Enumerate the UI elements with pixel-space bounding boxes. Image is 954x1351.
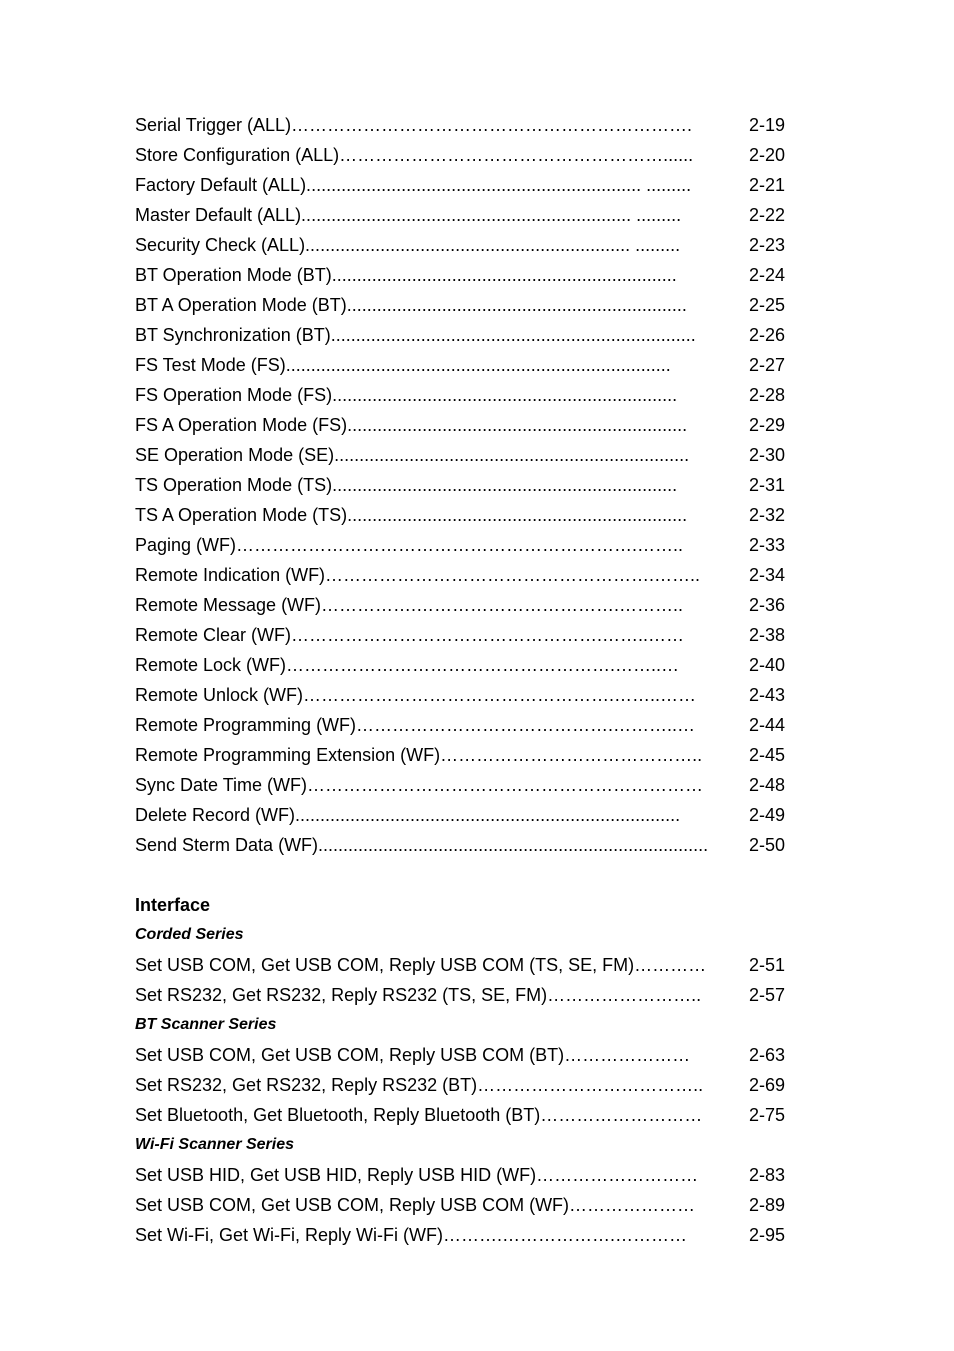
toc-entry-page-number: 2-21 [749, 175, 786, 195]
section-heading-text: Interface [135, 895, 211, 915]
toc-entry-label: Paging (WF)………………………………………………………….…….. [135, 535, 684, 555]
toc-entry-label: Set USB COM, Get USB COM, Reply USB COM (TS, SE, FM)………… [135, 955, 707, 975]
toc-entry-label: SE Operation Mode (SE)....................................................................... [135, 445, 690, 465]
toc-entry-page-number: 2-19 [749, 115, 786, 135]
toc-entry-page-number: 2-95 [749, 1225, 786, 1245]
toc-entry-page-number: 2-25 [749, 295, 786, 315]
toc-entry-label: TS A Operation Mode (TS).................................................................... [135, 505, 688, 525]
toc-entry-label: Set Bluetooth, Get Bluetooth, Reply Bluetooth (BT)……………………… [135, 1105, 703, 1125]
toc-entry[interactable] [0, 590, 954, 620]
toc-entry-page-number: 2-89 [749, 1195, 786, 1215]
toc-entry[interactable] [0, 1220, 954, 1250]
toc-entry[interactable] [0, 260, 954, 290]
section-heading-interface [0, 890, 954, 920]
toc-entry-page-number: 2-51 [749, 955, 786, 975]
toc-subheading-text: Corded Series [135, 926, 244, 943]
toc-entry[interactable] [0, 1070, 954, 1100]
toc-entry-page-number: 2-49 [749, 805, 786, 825]
toc-entry-label: Remote Programming (WF)…………………………………….………..… [135, 715, 696, 735]
toc-entry[interactable] [0, 1040, 954, 1070]
toc-entry[interactable] [0, 1160, 954, 1190]
toc-entry[interactable] [0, 200, 954, 230]
toc-entry-page-number: 2-29 [749, 415, 786, 435]
toc-entry-label: Remote Lock (WF)……………………………………………….……..… [135, 655, 680, 675]
toc-subheading [0, 1130, 954, 1160]
toc-entry[interactable] [0, 650, 954, 680]
toc-entry-label: FS A Operation Mode (FS).................................................................... [135, 415, 688, 435]
toc-entry-label: Set RS232, Get RS232, Reply RS232 (BT)……………………………….. [135, 1075, 704, 1095]
toc-section-interface [0, 920, 954, 1250]
toc-entry[interactable] [0, 230, 954, 260]
toc-entry[interactable] [0, 740, 954, 770]
toc-entry[interactable] [0, 140, 954, 170]
toc-entry[interactable] [0, 530, 954, 560]
toc-entry-label: Remote Message (WF)…………….…………………………….……….. [135, 595, 684, 615]
toc-entry-label: Sync Date Time (WF)………………………………………………………… [135, 775, 704, 795]
toc-entry-page-number: 2-20 [749, 145, 786, 165]
toc-entry-label: Master Default (ALL).................................................................. ......... [135, 205, 682, 225]
toc-entry[interactable] [0, 980, 954, 1010]
toc-entry-label: FS Operation Mode (FS)..................................................................... [135, 385, 678, 405]
toc-entry-label: FS Test Mode (FS)............................................................................. [135, 355, 671, 375]
toc-entry[interactable] [0, 560, 954, 590]
toc-subheading [0, 920, 954, 950]
toc-entry-page-number: 2-63 [749, 1045, 786, 1065]
toc-entry-label: BT A Operation Mode (BT).................................................................... [135, 295, 687, 315]
toc-entry[interactable] [0, 290, 954, 320]
toc-entry-page-number: 2-34 [749, 565, 786, 585]
toc-entry-page-number: 2-26 [749, 325, 786, 345]
toc-entry-page-number: 2-44 [749, 715, 786, 735]
toc-entry-label: Remote Clear (WF)…………………………………………….……..…… [135, 625, 685, 645]
toc-entry[interactable] [0, 620, 954, 650]
toc-entry[interactable] [0, 830, 954, 860]
toc-entry-label: Serial Trigger (ALL)…………………………………………………………. [135, 115, 693, 135]
toc-entry-page-number: 2-24 [749, 265, 786, 285]
toc-entry-page-number: 2-22 [749, 205, 786, 225]
toc-entry-label: TS Operation Mode (TS)..................................................................... [135, 475, 678, 495]
toc-entry-page-number: 2-69 [749, 1075, 786, 1095]
toc-entry[interactable] [0, 410, 954, 440]
toc-entry[interactable] [0, 770, 954, 800]
toc-entry-page-number: 2-33 [749, 535, 786, 555]
toc-entry-label: Security Check (ALL)................................................................. ......... [135, 235, 681, 255]
toc-entry-label: Set USB COM, Get USB COM, Reply USB COM (BT)………………… [135, 1045, 691, 1065]
toc-entry-label: Remote Indication (WF)……………………………………………….…….. [135, 565, 701, 585]
toc-entry[interactable] [0, 1100, 954, 1130]
toc-entry-page-number: 2-38 [749, 625, 786, 645]
toc-entry-page-number: 2-32 [749, 505, 786, 525]
toc-entry-page-number: 2-40 [749, 655, 786, 675]
toc-entry[interactable] [0, 350, 954, 380]
toc-entry-page-number: 2-43 [749, 685, 786, 705]
toc-entry-label: BT Operation Mode (BT)..................................................................... [135, 265, 677, 285]
toc-subheading-text: Wi-Fi Scanner Series [135, 1136, 295, 1153]
toc-entry[interactable] [0, 500, 954, 530]
toc-entry-page-number: 2-48 [749, 775, 786, 795]
toc-entry-label: Store Configuration (ALL)………………………………………………...... [135, 145, 694, 165]
toc-entry[interactable] [0, 170, 954, 200]
toc-entry-page-number: 2-50 [749, 835, 786, 855]
toc-entry-label: Remote Programming Extension (WF)…………………………………….. [135, 745, 703, 765]
toc-entry[interactable] [0, 440, 954, 470]
toc-entry-page-number: 2-23 [749, 235, 786, 255]
toc-entry-label: Send Sterm Data (WF).............................................................................. [135, 835, 709, 855]
toc-entry-page-number: 2-83 [749, 1165, 786, 1185]
toc-entry[interactable] [0, 380, 954, 410]
toc-entry-label: Set USB COM, Get USB COM, Reply USB COM (WF)………………… [135, 1195, 696, 1215]
toc-entry-page-number: 2-27 [749, 355, 786, 375]
toc-entry-page-number: 2-31 [749, 475, 786, 495]
toc-subheading-text: BT Scanner Series [135, 1016, 277, 1033]
toc-entry-page-number: 2-30 [749, 445, 786, 465]
toc-entry[interactable] [0, 710, 954, 740]
toc-subheading [0, 1010, 954, 1040]
toc-entry-label: Set Wi-Fi, Get Wi-Fi, Reply Wi-Fi (WF)……….……………….………… [135, 1225, 687, 1245]
toc-entry-label: BT Synchronization (BT)......................................................................... [135, 325, 696, 345]
toc-entry-label: Factory Default (ALL)................................................................... ......... [135, 175, 692, 195]
toc-entry-label: Delete Record (WF)............................................................................. [135, 805, 681, 825]
toc-section-commands [0, 110, 954, 860]
toc-entry-page-number: 2-36 [749, 595, 786, 615]
toc-entry-page-number: 2-45 [749, 745, 786, 765]
toc-entry[interactable] [0, 110, 954, 140]
toc-entry[interactable] [0, 800, 954, 830]
table-of-contents [0, 110, 954, 1250]
toc-entry-label: Set USB HID, Get USB HID, Reply USB HID (WF)……………………… [135, 1165, 699, 1185]
toc-entry[interactable] [0, 320, 954, 350]
toc-entry[interactable] [0, 1190, 954, 1220]
toc-entry[interactable] [0, 950, 954, 980]
toc-entry-label: Remote Unlock (WF)…………………………………………….……..…… [135, 685, 697, 705]
toc-entry-page-number: 2-28 [749, 385, 786, 405]
toc-entry-label: Set RS232, Get RS232, Reply RS232 (TS, SE, FM)…………………….. [135, 985, 702, 1005]
toc-entry[interactable] [0, 470, 954, 500]
toc-entry[interactable] [0, 680, 954, 710]
toc-entry-page-number: 2-57 [749, 985, 786, 1005]
toc-entry-page-number: 2-75 [749, 1105, 786, 1125]
